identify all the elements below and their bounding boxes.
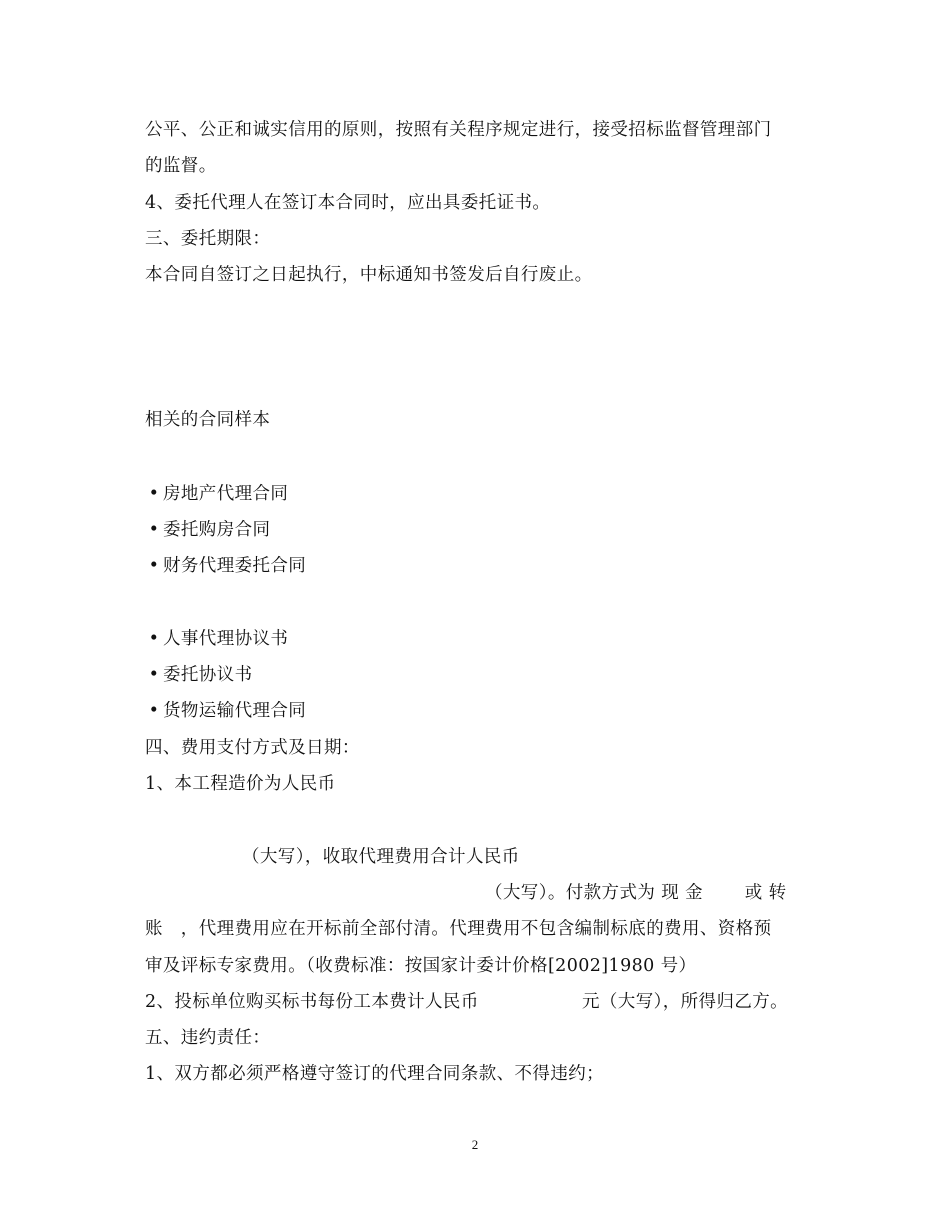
paragraph-line: 审及评标专家费用。（收费标准：按国家计委计价格[2002]1980 号）: [145, 956, 697, 976]
bullet-icon: •: [148, 701, 160, 721]
related-link-item[interactable]: [145, 555, 306, 577]
paragraph-line: 的监督。: [145, 156, 217, 176]
related-link-item[interactable]: [145, 700, 306, 722]
related-link-label[interactable]: 委托协议书: [163, 665, 253, 685]
related-link-label[interactable]: 房地产代理合同: [163, 484, 289, 504]
section-heading: 三、委托期限：: [145, 229, 271, 249]
bullet-icon: •: [148, 629, 160, 649]
bullet-icon: •: [148, 520, 160, 540]
related-link-label[interactable]: 财务代理委托合同: [163, 556, 307, 576]
paragraph-line: 账 ，代理费用应在开标前全部付清。代理费用不包含编制标底的费用、资格预: [145, 919, 772, 939]
section-heading: 四、费用支付方式及日期：: [145, 738, 360, 758]
paragraph-line: （大写）。付款方式为 现 金 或 转: [485, 883, 787, 903]
paragraph-line: 2、投标单位购买标书每份工本费计人民币: [145, 992, 479, 1012]
related-link-item[interactable]: [145, 519, 270, 541]
paragraph-line: 4、委托代理人在签订本合同时，应出具委托证书。: [145, 193, 551, 213]
paragraph-line: 元（大写），所得归乙方。: [582, 992, 789, 1012]
paragraph-line: 公平、公正和诚实信用的原则，按照有关程序规定进行，接受招标监督管理部门: [145, 120, 772, 140]
related-link-label[interactable]: 委托购房合同: [163, 520, 271, 540]
related-link-label[interactable]: 人事代理协议书: [163, 629, 289, 649]
bullet-icon: •: [148, 665, 160, 685]
paragraph-line: 1、双方都必须严格遵守签订的代理合同条款、不得违约；: [145, 1064, 605, 1084]
related-heading: 相关的合同样本: [145, 410, 271, 430]
bullet-icon: •: [148, 484, 160, 504]
related-link-item[interactable]: [145, 628, 288, 650]
page-number: 2: [471, 1137, 479, 1152]
related-link-item[interactable]: [145, 483, 288, 505]
paragraph-line: 1、本工程造价为人民币: [145, 774, 336, 794]
bullet-icon: •: [148, 556, 160, 576]
paragraph-line: 本合同自签订之日起执行，中标通知书签发后自行废止。: [145, 265, 593, 285]
section-heading: 五、违约责任：: [145, 1028, 271, 1048]
paragraph-line: （大写），收取代理费用合计人民币: [242, 847, 520, 867]
related-link-label[interactable]: 货物运输代理合同: [163, 701, 307, 721]
related-link-item[interactable]: [145, 664, 253, 686]
